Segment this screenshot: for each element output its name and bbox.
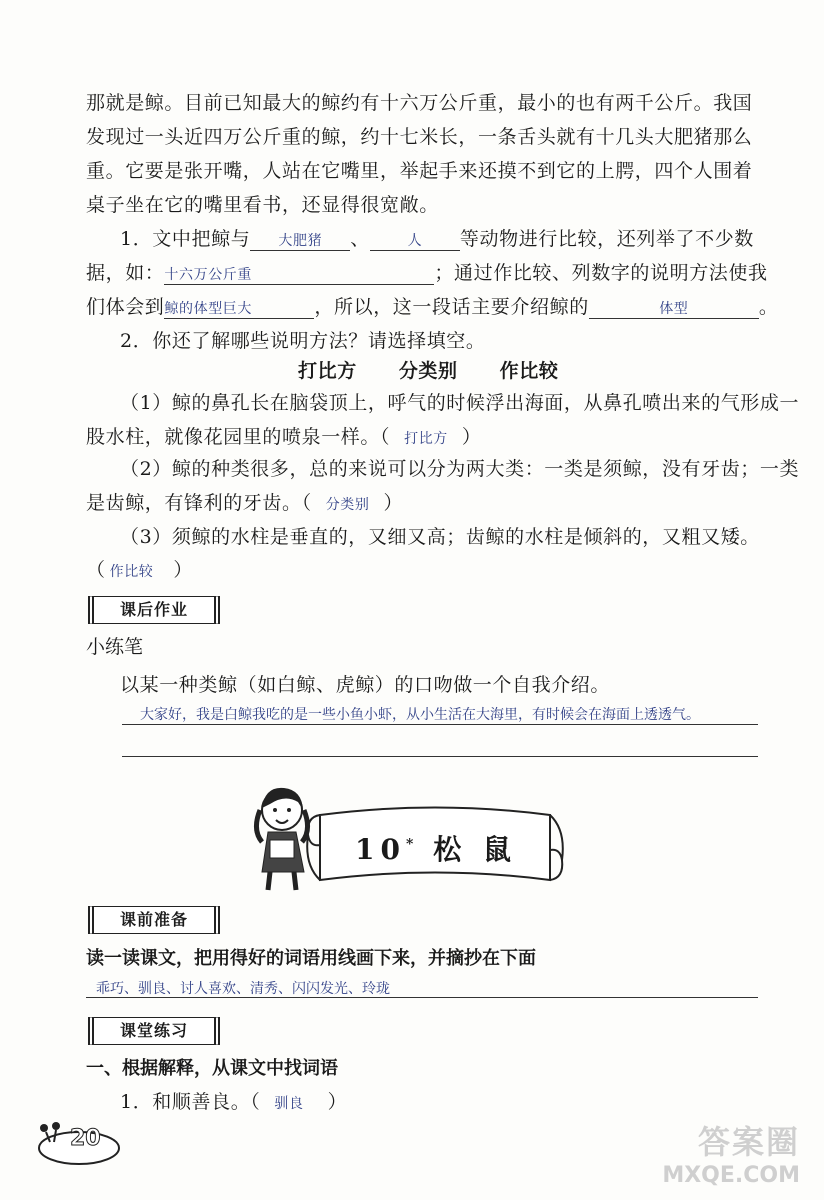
q1-blank-5[interactable]: 体型	[589, 298, 759, 319]
lesson-title: 10* 松 鼠	[355, 833, 518, 866]
practice-item-1: 1．和顺善良。（ 驯良 ）	[120, 1091, 348, 1113]
q2-item3-line2: （ 作比较 ）	[86, 559, 194, 581]
passage-line-1: 那就是鲸。目前已知最大的鲸约有十六万公斤重，最小的也有两千公斤。我国	[86, 92, 753, 114]
practice-heading: 一、根据解释，从课文中找词语	[86, 1058, 338, 1079]
watermark: 答案圈 MXQE.COM	[662, 1123, 800, 1188]
homework-tag: 课后作业	[88, 596, 220, 624]
homework-answer[interactable]: 大家好，我是白鲸我吃的是一些小鱼小虾，从小生活在大海里，有时候会在海面上透透气。	[140, 707, 700, 723]
q1-line-3: 们体会到鲸的体型巨大 ，所以，这一段话主要介绍鲸的 体型 。	[86, 296, 779, 318]
practice-item-1-answer[interactable]: 驯良	[274, 1096, 304, 1112]
writing-line-2	[122, 756, 758, 757]
q2-item2-line1: （2）鲸的种类很多，总的来说可以分为两大类：一类是须鲸，没有牙齿；一类	[120, 458, 800, 480]
passage-line-3: 重。它要是张开嘴，人站在它嘴里，举起手来还摸不到它的上腭，四个人围着	[86, 160, 753, 182]
prep-tag: 课前准备	[88, 906, 220, 934]
practice-tag: 课堂练习	[88, 1017, 220, 1045]
q2-item3-line1: （3）须鲸的水柱是垂直的，又细又高；齿鲸的水柱是倾斜的，又粗又矮。	[120, 526, 760, 548]
page-number: 20	[70, 1126, 101, 1151]
passage-line-4: 桌子坐在它的嘴里看书，还显得很宽敞。	[86, 194, 439, 216]
q1-line-2: 据，如：十六万公斤重 ；通过作比较、列数字的说明方法使我	[86, 262, 768, 284]
writing-line-1	[122, 724, 758, 725]
q2-item2-line2: 是齿鲸，有锋利的牙齿。（ 分类别 ）	[86, 492, 404, 514]
prep-writing-line	[86, 997, 758, 998]
q1-line-1: 1．文中把鲸与 大肥猪 、 人 等动物进行比较，还列举了不少数	[120, 228, 754, 250]
q1-blank-2[interactable]: 人	[370, 230, 460, 251]
homework-subheading: 小练笔	[86, 636, 144, 658]
q2-item3-answer[interactable]: 作比较	[109, 564, 154, 580]
q1-blank-1[interactable]: 大肥猪	[250, 230, 350, 251]
passage-line-2: 发现过一头近四万公斤重的鲸，约十七米长，一条舌头就有十几头大肥猪那么	[86, 126, 753, 148]
q2-item1-line2: 股水柱，就像花园里的喷泉一样。（ 打比方 ）	[86, 426, 482, 448]
prep-instruction: 读一读课文，把用得好的词语用线画下来，并摘抄在下面	[86, 948, 536, 969]
q1-blank-4[interactable]: 鲸的体型巨大	[164, 298, 314, 319]
q2-item2-answer[interactable]: 分类别	[325, 497, 370, 513]
q2-item1-answer[interactable]: 打比方	[404, 431, 448, 447]
q2-options: 打比方 分类别 作比较	[298, 360, 559, 382]
q1-blank-3[interactable]: 十六万公斤重	[164, 264, 434, 285]
homework-prompt: 以某一种类鲸（如白鲸、虎鲸）的口吻做一个自我介绍。	[120, 674, 611, 696]
prep-answer[interactable]: 乖巧、驯良、讨人喜欢、清秀、闪闪发光、玲珑	[96, 981, 390, 997]
q2-prompt: 2．你还了解哪些说明方法？请选择填空。	[120, 330, 486, 352]
q2-item1-line1: （1）鲸的鼻孔长在脑袋顶上，呼气的时候浮出海面，从鼻孔喷出来的气形成一	[120, 392, 800, 414]
